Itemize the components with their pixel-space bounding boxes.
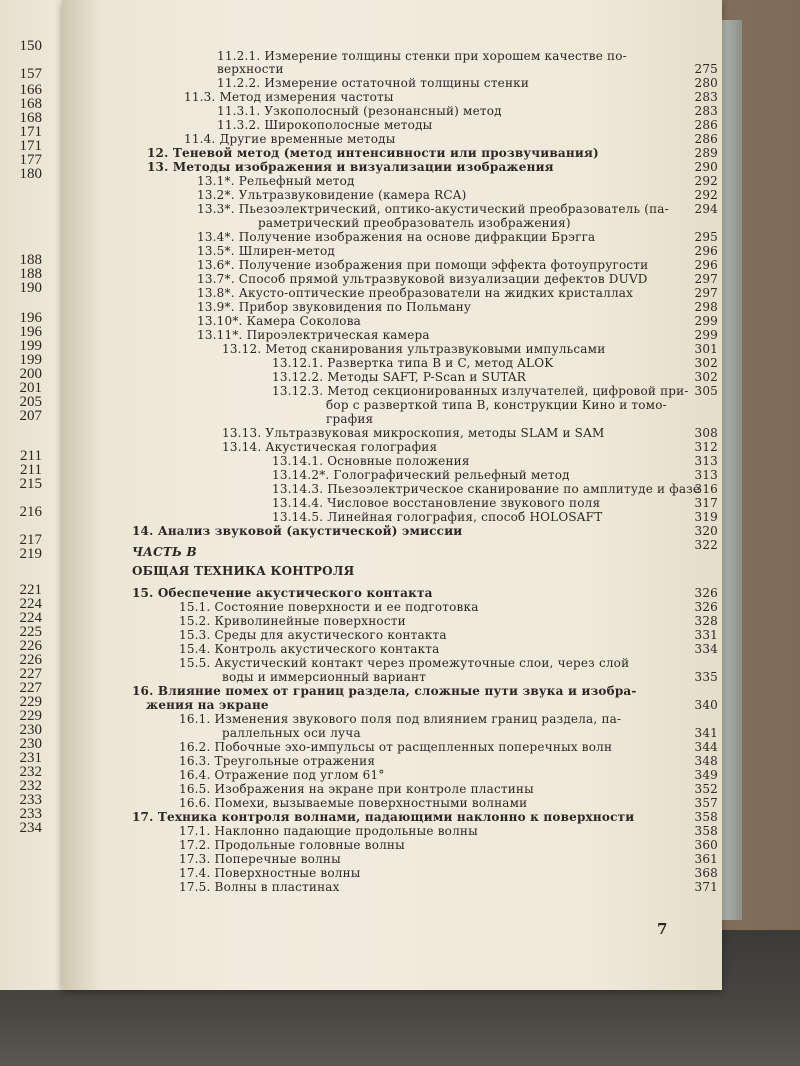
toc-entry bbox=[122, 50, 722, 64]
toc-entry-page: 295 bbox=[694, 230, 718, 244]
toc-entry-title: 15.1. Состояние поверхности и ее подготовка bbox=[179, 600, 479, 614]
toc-entry-title: 12. Теневой метод (метод интенсивности или прозвучивания) bbox=[147, 146, 599, 160]
toc-entry-page: 308 bbox=[694, 426, 718, 440]
toc-entry-page: 297 bbox=[694, 272, 718, 286]
toc-entry-title: 13.10*. Камера Соколова bbox=[197, 314, 361, 328]
left-page-number: 199 bbox=[19, 338, 42, 354]
toc-entry bbox=[122, 539, 722, 553]
toc-entry bbox=[122, 455, 722, 469]
left-page-number: 226 bbox=[19, 652, 42, 668]
toc-entry-page: 313 bbox=[694, 454, 718, 468]
left-page-number: 224 bbox=[19, 610, 42, 626]
toc-entry bbox=[122, 385, 722, 399]
toc-entry-title: 15.4. Контроль акустического контакта bbox=[179, 642, 440, 656]
toc-entry bbox=[122, 371, 722, 385]
toc-entry-page: 305 bbox=[694, 384, 718, 398]
toc-entry-page: 326 bbox=[694, 586, 718, 600]
left-page-number: 188 bbox=[19, 252, 42, 268]
left-page-number: 227 bbox=[19, 680, 42, 696]
toc-entry-title: 13.4*. Получение изображения на основе дифракции Брэгга bbox=[197, 230, 596, 244]
toc-entry-page: 368 bbox=[694, 866, 718, 880]
toc-entry bbox=[122, 357, 722, 371]
toc-entry bbox=[122, 161, 722, 175]
toc-entry-page: 322 bbox=[694, 538, 718, 552]
toc-entry-page: 334 bbox=[694, 642, 718, 656]
left-page-number: 227 bbox=[19, 666, 42, 682]
toc-entry-title: 13.11*. Пироэлектрическая камера bbox=[197, 328, 430, 342]
toc-entry-page: 358 bbox=[694, 824, 718, 838]
toc-entry-page: 320 bbox=[694, 524, 718, 538]
left-page-number: 215 bbox=[19, 476, 42, 492]
toc-entry bbox=[122, 469, 722, 483]
toc-entry-title: 11.2.1. Измерение толщины стенки при хорошем качестве по- bbox=[217, 49, 627, 63]
toc-entry bbox=[122, 755, 722, 769]
page-number: 7 bbox=[657, 920, 668, 938]
toc-entry bbox=[122, 483, 722, 497]
toc-entry-title: 17.3. Поперечные волны bbox=[179, 852, 341, 866]
toc-entry-page: 290 bbox=[694, 160, 718, 174]
toc-entry-title: 13.7*. Способ прямой ультразвуковой визуализации дефектов DUVD bbox=[197, 272, 648, 286]
toc-entry-title: 11.2.2. Измерение остаточной толщины стенки bbox=[217, 76, 530, 90]
left-page-number: 225 bbox=[19, 624, 42, 640]
toc-entry-title: 13.13. Ультразвуковая микроскопия, методы SLAM и SAM bbox=[222, 426, 605, 440]
toc-entry bbox=[122, 797, 722, 811]
toc-entry bbox=[122, 217, 722, 231]
left-page-number: 177 bbox=[19, 152, 42, 168]
toc-entry-title: 13.14.1. Основные положения bbox=[272, 454, 470, 468]
toc-entry-page: 328 bbox=[694, 614, 718, 628]
toc-entry bbox=[122, 175, 722, 189]
toc-entry-page: 326 bbox=[694, 600, 718, 614]
toc-entry-title: верхности bbox=[217, 62, 284, 76]
toc-entry bbox=[122, 713, 722, 727]
toc-entry-title: 15. Обеспечение акустического контакта bbox=[132, 586, 433, 600]
toc-entry bbox=[122, 63, 722, 77]
toc-entry-page: 299 bbox=[694, 314, 718, 328]
toc-entry-page: 357 bbox=[694, 796, 718, 810]
toc-entry-page: 302 bbox=[694, 370, 718, 384]
left-page-number: 150 bbox=[19, 38, 42, 54]
left-page-number: 231 bbox=[19, 750, 42, 766]
left-page-number: 224 bbox=[19, 596, 42, 612]
toc-entry-title: 17. Техника контроля волнами, падающими наклонно к поверхности bbox=[132, 810, 635, 824]
toc-entry-page: 283 bbox=[694, 104, 718, 118]
toc-entry-page: 294 bbox=[694, 202, 718, 216]
toc-entry-title: 16.1. Изменения звукового поля под влиянием границ раздела, па- bbox=[179, 712, 622, 726]
toc-entry bbox=[122, 301, 722, 315]
left-page-number: 199 bbox=[19, 352, 42, 368]
toc-entry-title: 13.12. Метод сканирования ультразвуковыми импульсами bbox=[222, 342, 606, 356]
toc-entry-title: 15.3. Среды для акустического контакта bbox=[179, 628, 447, 642]
toc-entry-page: 319 bbox=[694, 510, 718, 524]
toc-entry-page: 298 bbox=[694, 300, 718, 314]
toc-entry bbox=[122, 329, 722, 343]
toc-entry bbox=[122, 601, 722, 615]
left-page-number: 200 bbox=[19, 366, 42, 382]
toc-entry-title: 16.5. Изображения на экране при контроле пластины bbox=[179, 782, 534, 796]
toc-entry bbox=[122, 203, 722, 217]
toc-entry-title: 13.14.3. Пьезоэлектрическое сканирование по амплитуде и фазе bbox=[272, 482, 701, 496]
toc-entry-page: 280 bbox=[694, 76, 718, 90]
toc-entry-page: 340 bbox=[694, 698, 718, 712]
toc-entry-page: 302 bbox=[694, 356, 718, 370]
toc-entry-page: 316 bbox=[694, 482, 718, 496]
toc-entry bbox=[122, 287, 722, 301]
toc-entry-title: 11.4. Другие временные методы bbox=[184, 132, 396, 146]
toc-entry-title: бор с разверткой типа B, конструкции Кино и томо- bbox=[326, 398, 667, 412]
toc-entry bbox=[122, 657, 722, 671]
toc-entry-title: раметрический преобразователь изображения) bbox=[258, 216, 571, 230]
toc-entry-page: 371 bbox=[694, 880, 718, 894]
toc-entry-page: 358 bbox=[694, 810, 718, 824]
toc-entry bbox=[122, 783, 722, 797]
toc-entry-page: 317 bbox=[694, 496, 718, 510]
toc-entry-title: 13.14.5. Линейная голография, способ HOLOSAFT bbox=[272, 510, 603, 524]
toc-entry bbox=[122, 587, 722, 601]
left-page-number: 211 bbox=[20, 462, 42, 478]
left-page-number: 233 bbox=[19, 806, 42, 822]
toc-entry-title: 13.8*. Акусто-оптические преобразователи на жидких кристаллах bbox=[197, 286, 634, 300]
toc-entry-page: 360 bbox=[694, 838, 718, 852]
left-page-number: 171 bbox=[19, 138, 42, 154]
toc-entry-title: 13.12.3. Метод секционированных излучателей, цифровой при- bbox=[272, 384, 689, 398]
toc-entry-page: 344 bbox=[694, 740, 718, 754]
toc-entry-title: раллельных оси луча bbox=[222, 726, 361, 740]
toc-entry-page: 352 bbox=[694, 782, 718, 796]
toc-entry-title: 11.3.1. Узкополосный (резонансный) метод bbox=[217, 104, 502, 118]
part-title: ОБЩАЯ ТЕХНИКА КОНТРОЛЯ bbox=[132, 564, 355, 578]
toc-entry-title: 13.6*. Получение изображения при помощи эффекта фотоупругости bbox=[197, 258, 649, 272]
toc-entry-title: жения на экране bbox=[146, 698, 269, 712]
toc-entry bbox=[122, 91, 722, 105]
toc-entry-page: 335 bbox=[694, 670, 718, 684]
left-page-number: 168 bbox=[19, 110, 42, 126]
toc-entry bbox=[122, 699, 722, 713]
left-page-number: 207 bbox=[19, 408, 42, 424]
toc-entry-title: 13.1*. Рельефный метод bbox=[197, 174, 355, 188]
toc-entry-title: 11.3. Метод измерения частоты bbox=[184, 90, 394, 104]
toc-entry bbox=[122, 525, 722, 539]
left-page-number: 196 bbox=[19, 324, 42, 340]
left-page-number: 188 bbox=[19, 266, 42, 282]
left-page-number: 230 bbox=[19, 722, 42, 738]
toc-entry-page: 312 bbox=[694, 440, 718, 454]
toc-entry bbox=[122, 343, 722, 357]
toc-entry-page: 289 bbox=[694, 146, 718, 160]
toc-entry-title: 13.14.2*. Голографический рельефный метод bbox=[272, 468, 570, 482]
toc-entry bbox=[122, 189, 722, 203]
toc-entry bbox=[122, 119, 722, 133]
toc-entry-title: 13.5*. Шлирен-метод bbox=[197, 244, 335, 258]
toc-entry-title: 16.4. Отражение под углом 61° bbox=[179, 768, 385, 782]
toc-entry-page: 297 bbox=[694, 286, 718, 300]
toc-entry-title: 16.2. Побочные эхо-импульсы от расщепленных поперечных волн bbox=[179, 740, 613, 754]
toc-entry bbox=[122, 77, 722, 91]
left-page-number: 190 bbox=[19, 280, 42, 296]
left-page-number: 166 bbox=[19, 82, 42, 98]
toc-entry-page: 296 bbox=[694, 244, 718, 258]
toc-entry bbox=[122, 413, 722, 427]
toc-entry-title: 13.14. Акустическая голография bbox=[222, 440, 438, 454]
toc-entry bbox=[122, 231, 722, 245]
toc-entry-title: 11.3.2. Широкополосные методы bbox=[217, 118, 433, 132]
toc-entry bbox=[122, 881, 722, 895]
toc-entry bbox=[122, 511, 722, 525]
toc-entry-title: 16.6. Помехи, вызываемые поверхностными волнами bbox=[179, 796, 528, 810]
left-page-number: 229 bbox=[19, 694, 42, 710]
left-page-number: 234 bbox=[19, 820, 42, 836]
toc-entry-page: 301 bbox=[694, 342, 718, 356]
toc-entry-title: 13. Методы изображения и визуализации изображения bbox=[147, 160, 554, 174]
toc-entry bbox=[122, 441, 722, 455]
toc-entry-page: 286 bbox=[694, 132, 718, 146]
toc-entry-title: воды и иммерсионный вариант bbox=[222, 670, 427, 684]
toc-entry bbox=[122, 147, 722, 161]
toc-page bbox=[62, 0, 722, 990]
toc-entry-page: 361 bbox=[694, 852, 718, 866]
left-page-number: 230 bbox=[19, 736, 42, 752]
left-page-number: 232 bbox=[19, 778, 42, 794]
part-label: ЧАСТЬ В bbox=[132, 545, 197, 559]
left-page-number: 233 bbox=[19, 792, 42, 808]
toc-entry bbox=[122, 839, 722, 853]
toc-entry bbox=[122, 671, 722, 685]
toc-entry-page: 341 bbox=[694, 726, 718, 740]
toc-entry bbox=[122, 685, 722, 699]
toc-entry-page: 331 bbox=[694, 628, 718, 642]
left-page-number: 196 bbox=[19, 310, 42, 326]
toc-entry-page: 292 bbox=[694, 174, 718, 188]
toc-entry-page: 286 bbox=[694, 118, 718, 132]
toc-entry-title: 17.2. Продольные головные волны bbox=[179, 838, 405, 852]
toc-entry-title: 14. Анализ звуковой (акустической) эмиссии bbox=[132, 524, 463, 538]
toc-entry-title: 16.3. Треугольные отражения bbox=[179, 754, 376, 768]
toc-entry-title: 13.12.1. Развертка типа B и C, метод ALOK bbox=[272, 356, 554, 370]
toc-entry-title: 15.2. Криволинейные поверхности bbox=[179, 614, 406, 628]
toc-entry-title: 13.2*. Ультразвуковидение (камера RCA) bbox=[197, 188, 467, 202]
toc-entry-title: 13.9*. Прибор звуковидения по Польману bbox=[197, 300, 472, 314]
toc-entry-title: 17.1. Наклонно падающие продольные волны bbox=[179, 824, 478, 838]
toc-entry-title: 13.3*. Пьезоэлектрический, оптико-акустический преобразователь (па- bbox=[197, 202, 669, 216]
toc-entry-title: 17.5. Волны в пластинах bbox=[179, 880, 340, 894]
left-page-number: 157 bbox=[19, 66, 42, 82]
toc-entry-title: 16. Влияние помех от границ раздела, сложные пути звука и изобра- bbox=[132, 684, 637, 698]
left-page-number: 171 bbox=[19, 124, 42, 140]
left-page-number: 232 bbox=[19, 764, 42, 780]
toc-entry bbox=[122, 259, 722, 273]
toc-entry bbox=[122, 399, 722, 413]
toc-entry-page: 349 bbox=[694, 768, 718, 782]
left-page-number: 226 bbox=[19, 638, 42, 654]
toc-entry bbox=[122, 315, 722, 329]
toc-entry bbox=[122, 245, 722, 259]
toc-entry bbox=[122, 769, 722, 783]
toc-entry bbox=[122, 853, 722, 867]
left-page-number: 205 bbox=[19, 394, 42, 410]
toc-entry bbox=[122, 105, 722, 119]
left-page-number: 180 bbox=[19, 166, 42, 182]
toc-entry bbox=[122, 497, 722, 511]
toc-entry-page: 296 bbox=[694, 258, 718, 272]
toc-entry-page: 313 bbox=[694, 468, 718, 482]
left-page-number: 221 bbox=[19, 582, 42, 598]
left-page-number: 211 bbox=[20, 448, 42, 464]
toc-entry bbox=[122, 273, 722, 287]
toc-entry bbox=[122, 629, 722, 643]
toc-entry bbox=[122, 727, 722, 741]
toc-entry-title: 13.12.2. Методы SAFT, P-Scan и SUTAR bbox=[272, 370, 527, 384]
toc-entry bbox=[122, 615, 722, 629]
toc-entry-page: 299 bbox=[694, 328, 718, 342]
toc-entry bbox=[122, 643, 722, 657]
toc-entry-title: графия bbox=[326, 412, 374, 426]
toc-entry bbox=[122, 133, 722, 147]
toc-entry-page: 348 bbox=[694, 754, 718, 768]
left-page-number: 216 bbox=[19, 504, 42, 520]
toc-entry bbox=[122, 811, 722, 825]
toc-entry-title: 17.4. Поверхностные волны bbox=[179, 866, 361, 880]
toc-entry-page: 292 bbox=[694, 188, 718, 202]
left-page-number: 229 bbox=[19, 708, 42, 724]
left-page-number: 219 bbox=[19, 546, 42, 562]
left-page-number: 168 bbox=[19, 96, 42, 112]
toc-entry bbox=[122, 867, 722, 881]
toc-entry-page: 283 bbox=[694, 90, 718, 104]
toc-entry-page: 275 bbox=[694, 62, 718, 76]
toc-entry bbox=[122, 825, 722, 839]
toc-entry bbox=[122, 427, 722, 441]
toc-entry-title: 13.14.4. Числовое восстановление звукового поля bbox=[272, 496, 601, 510]
left-page-number: 217 bbox=[19, 532, 42, 548]
left-page-number: 201 bbox=[19, 380, 42, 396]
toc-entry-title: 15.5. Акустический контакт через промежуточные слои, через слой bbox=[179, 656, 630, 670]
toc-entry bbox=[122, 741, 722, 755]
